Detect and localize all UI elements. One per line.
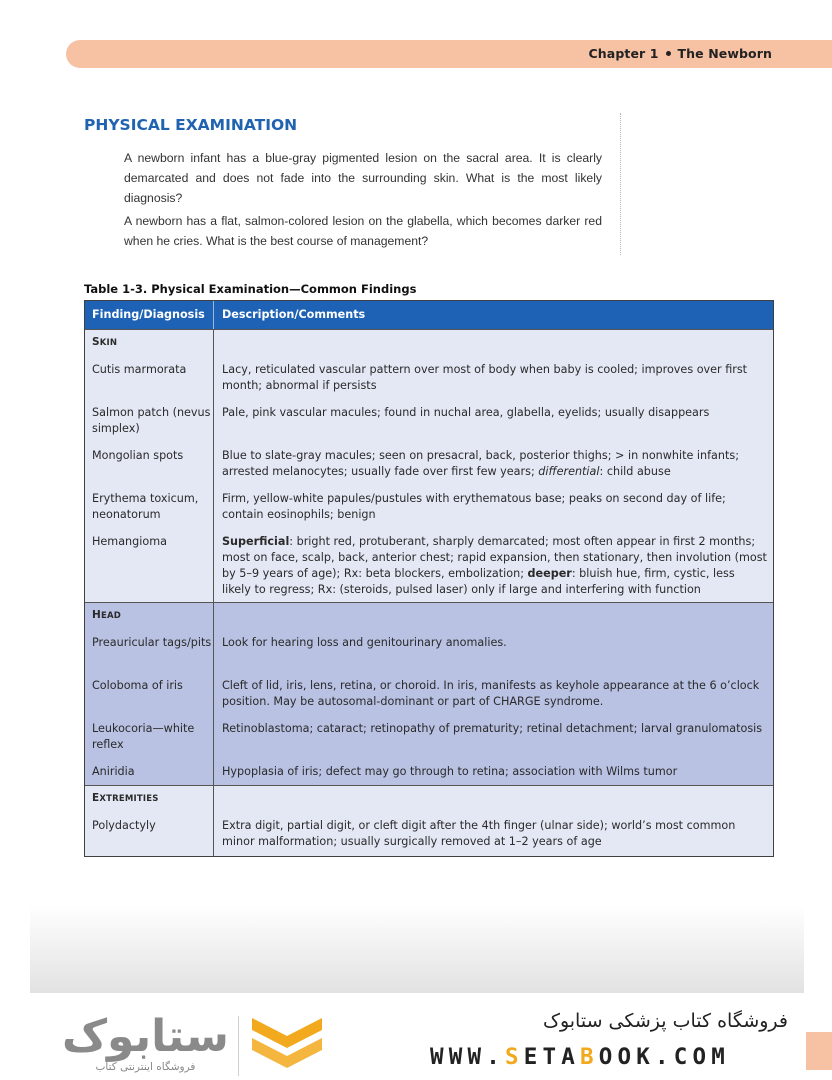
setabook-logo: [62, 1011, 229, 1073]
finding-cutis-marmorata: Cutis marmorata: [92, 363, 187, 376]
desc-salmon-patch: Pale, pink vascular macules; found in nuchal area, glabella, eyelids; usually disappears: [222, 406, 710, 419]
column-header-finding: Finding/Diagnosis: [85, 301, 214, 329]
logo-wordmark: ستابوک: [62, 1011, 229, 1062]
chapter-header: [589, 46, 772, 61]
table-section-extremities: [85, 785, 773, 856]
desc-coloboma: Cleft of lid, iris, lens, retina, or choroid. In iris, manifests as keyhole appearance at the 6 o’clock position. May be autosomal-dominant or part of CHARGE syndrome.: [222, 679, 760, 708]
desc-aniridia: Hypoplasia of iris; defect may go through to retina; association with Wilms tumor: [222, 765, 678, 778]
footer-website-link[interactable]: WWW.SETABOOK.COM: [430, 1044, 730, 1070]
table-header-row: [85, 301, 773, 329]
finding-polydactyly: Polydactyly: [92, 819, 156, 832]
desc-polydactyly: Extra digit, partial digit, or cleft digit after the 4th finger (ulnar side); world’s most common minor malformation; usually surgically removed at 1–2 years of age: [222, 819, 736, 848]
desc-leukocoria: Retinoblastoma; cataract; retinopathy of prematurity; retinal detachment; larval granulomatosis: [222, 722, 763, 735]
table-title: Table 1-3. Physical Examination—Common Findings: [84, 282, 417, 296]
finding-salmon-patch: Salmon patch (nevus simplex): [92, 406, 211, 435]
desc-hemangioma: Superficial: bright red, protuberant, sharply demarcated; most often appear in first 2 months; most on face, scalp, back, anterior chest; rapid expansion, then stationary, then involution (most by 5–9 years of age); Rx: beta blockers, embolization; deeper: bluish hue, firm, cystic, less likely to regress; Rx: (steroids, pulsed laser) only if large and interfering with function: [222, 535, 767, 596]
logo-divider: [238, 1016, 239, 1076]
finding-preauricular-tags: Preauricular tags/pits: [92, 636, 212, 649]
finding-aniridia: Aniridia: [92, 765, 135, 778]
finding-leukocoria: Leukocoria—white reflex: [92, 722, 195, 751]
desc-erythema-toxicum: Firm, yellow-white papules/pustules with erythematous base; peaks on second day of life; contain eosinophils; benign: [222, 492, 726, 521]
desc-mongolian-spots: Blue to slate-gray macules; seen on presacral, back, posterior thighs; > in nonwhite infants; arrested melanocytes; usually fade over first few years; differential: child abuse: [222, 449, 739, 478]
findings-table: [84, 300, 774, 857]
corner-accent-box: [806, 1032, 832, 1070]
margin-divider: [620, 113, 621, 255]
section-label-skin: SKIN: [92, 336, 118, 348]
question-1: A newborn infant has a blue-gray pigmented lesion on the sacral area. It is clearly demarcated and does not fade into the surrounding skin. What is the most likely diagnosis?: [124, 151, 602, 205]
column-header-description: Description/Comments: [222, 308, 366, 321]
chapter-title: The Newborn: [677, 46, 772, 61]
question-2: A newborn has a flat, salmon-colored lesion on the glabella, which becomes darker red when he cries. What is the best course of management?: [124, 214, 602, 248]
finding-mongolian-spots: Mongolian spots: [92, 449, 184, 462]
chapter-number: Chapter 1: [588, 46, 659, 61]
footer-store-title: فروشگاه کتاب پزشکی ستابوک: [542, 1010, 788, 1032]
table-section-head: [85, 602, 773, 785]
desc-preauricular-tags: Look for hearing loss and genitourinary anomalies.: [222, 636, 507, 649]
finding-erythema-toxicum: Erythema toxicum, neonatorum: [92, 492, 199, 521]
finding-hemangioma: Hemangioma: [92, 535, 167, 548]
logo-subtitle: فروشگاه اینترنتی کتاب: [95, 1061, 196, 1073]
finding-coloboma: Coloboma of iris: [92, 679, 183, 692]
bullet-dot-icon: [666, 51, 671, 56]
section-title: PHYSICAL EXAMINATION: [84, 116, 298, 134]
page-bottom-shadow: [30, 905, 804, 993]
table-section-skin: [85, 329, 773, 602]
desc-cutis-marmorata: Lacy, reticulated vascular pattern over most of body when baby is cooled; improves over first month; abnormal if persists: [222, 363, 748, 392]
section-label-head: HEAD: [92, 609, 122, 621]
section-label-extremities: EXTREMITIES: [92, 792, 159, 804]
stacked-chevron-icon: [248, 1014, 326, 1076]
